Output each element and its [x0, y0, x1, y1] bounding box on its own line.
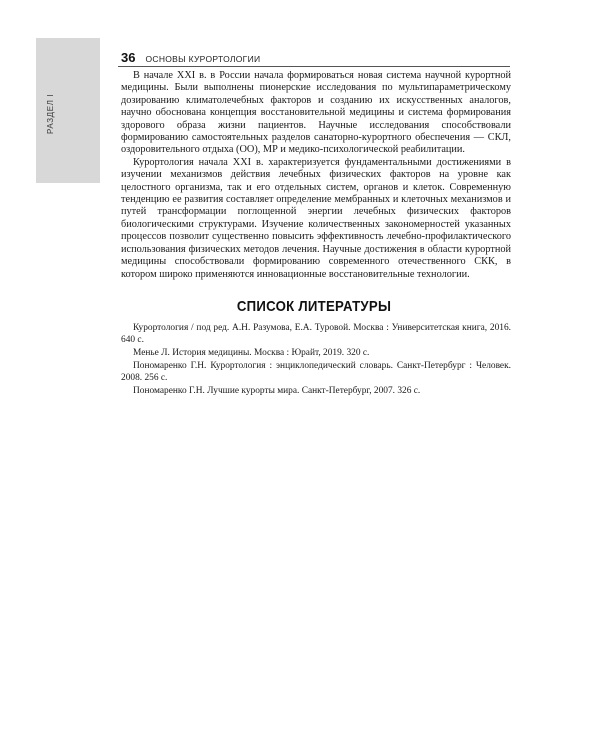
body-paragraph: Курортология начала XXI в. характеризуется фундаментальными достижениями в изучении механизмов действия лечебных физических факторов на уровне как целостного организма, так и его отдельных систем, органов и клеток. Современную тенденцию ее развития составляет определение мембранных и клеточных механизмов и путей трансформации поглощенной энергии лечебных физических факторов биологическими структурами. Изучение количественных закономерностей указанных процессов позволит существенно повысить эффективность лечебно-профилактического использования физических методов лечения. Научные достижения в области курортной медицины способствовали формированию современного отечественного СКК, в котором широко применяются инновационные восстановительные технологии.	[121, 156, 511, 280]
reference-item: Пономаренко Г.Н. Курортология : энциклопедический словарь. Санкт-Петербург : Человек. 2008. 256 с.	[121, 361, 511, 383]
body-text	[121, 70, 511, 281]
references-list	[121, 322, 511, 398]
reference-item: Меньe Л. История медицины. Москва : Юрайт, 2019. 320 с.	[133, 348, 370, 358]
running-head	[121, 50, 260, 66]
reference-item: Курортология / под ред. А.Н. Разумова, Е.А. Туровой. Москва : Университетская книга, 2016. 640 с.	[121, 323, 511, 345]
running-title: ОСНОВЫ КУРОРТОЛОГИИ	[145, 54, 261, 64]
body-paragraph: В начале XXI в. в России начала формироваться новая система научной курортной медицины. Были выполнены пионерские исследования по мультипараметрическому дозированию климатолечебных факторов и созданию их искусственных аналогов, научно обоснована концепция восстановительной медицины и система формирования здорового образа жизни пациентов. Научные исследования способствовали формированию самостоятельных разделов санаторно-курортного обеспечения — СКЛ, оздоровительного отдыха (ОО), МР и медико-психологической реабилитации.	[121, 70, 511, 156]
header-rule	[118, 66, 510, 67]
section-side-label: РАЗДЕЛ I	[46, 93, 55, 135]
references-heading: СПИСОК ЛИТЕРАТУРЫ	[236, 298, 392, 315]
page-number: 36	[121, 50, 136, 65]
reference-item: Пономаренко Г.Н. Лучшие курорты мира. Санкт-Петербург, 2007. 326 с.	[133, 386, 421, 396]
